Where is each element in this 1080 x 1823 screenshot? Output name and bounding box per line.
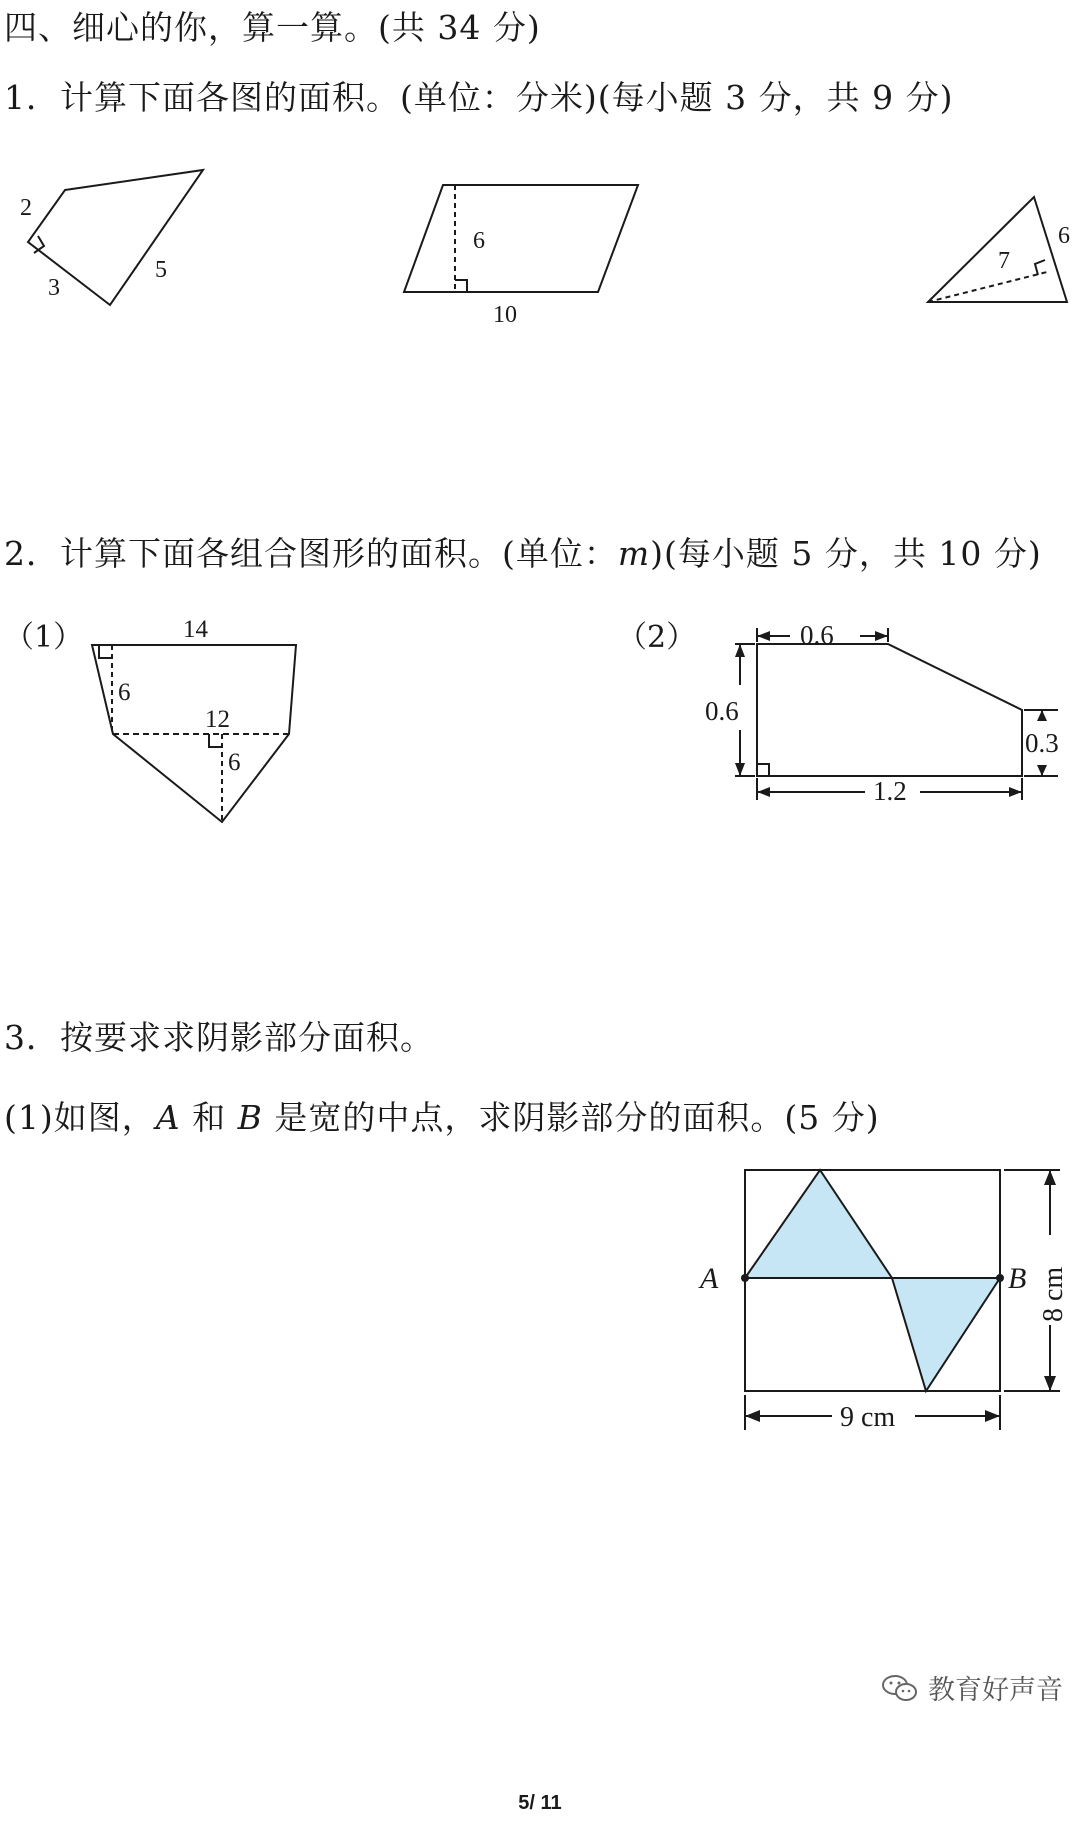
q2-unit: m — [617, 534, 651, 573]
point-b — [996, 1274, 1004, 1282]
q2-sub1-label: （1） — [4, 620, 84, 655]
fig1-label-a: 2 — [20, 195, 32, 221]
sub2-label-left: 0.6 — [705, 696, 739, 726]
point-b-ref: B — [237, 1098, 263, 1137]
right-angle-mark — [34, 236, 44, 253]
right-angle-mark — [757, 764, 769, 776]
sub1-label-top: 14 — [183, 616, 208, 643]
right-angle-mark — [99, 645, 112, 658]
label-b: B — [1008, 1262, 1027, 1295]
question-3-text: 3．按要求求阴影部分面积。 — [4, 1018, 434, 1057]
height-label: 8 cm — [1038, 1266, 1069, 1322]
q2-text-part: )(每小题 5 分，共 10 分) — [650, 534, 1042, 573]
q3-text-part: 是宽的中点，求阴影部分的面积。(5 分) — [262, 1098, 880, 1137]
shaded-triangle-lower — [892, 1278, 1000, 1391]
fig3-label-side: 6 — [1058, 223, 1070, 249]
composite-shape-2 — [757, 644, 1022, 776]
question-1-text: 1．计算下面各图的面积。(单位：分米)(每小题 3 分，共 9 分) — [4, 78, 954, 117]
q3-figure — [0, 1150, 1080, 1450]
right-angle-mark — [455, 280, 467, 292]
q2-text-part: 2．计算下面各组合图形的面积。(单位： — [4, 534, 618, 573]
right-angle-mark — [209, 734, 222, 747]
page-number: 5/ 11 — [518, 1792, 562, 1814]
sub2-label-bottom: 1.2 — [873, 776, 907, 806]
width-label: 9 cm — [840, 1402, 896, 1433]
label-a: A — [700, 1262, 719, 1295]
q3-text-part: (1)如图， — [4, 1098, 156, 1137]
q3-text-part: 和 — [180, 1098, 238, 1137]
section-title: 四、细心的你，算一算。(共 34 分) — [4, 8, 541, 47]
q2-sub2-label: （2） — [617, 620, 697, 655]
q1-figures — [0, 140, 1080, 470]
point-a — [741, 1274, 749, 1282]
fig1-label-b: 3 — [48, 275, 60, 301]
height-line — [928, 272, 1047, 302]
question-2-text — [4, 528, 1042, 575]
sub1-label-h1: 6 — [118, 679, 131, 706]
fig2-label-base: 10 — [493, 302, 517, 328]
q2-figures — [0, 600, 1080, 840]
sub2-label-right: 0.3 — [1025, 728, 1059, 758]
fig1-label-c: 5 — [155, 257, 167, 283]
sub2-label-top: 0.6 — [800, 620, 834, 650]
sub1-label-h2: 6 — [228, 749, 241, 776]
shaded-triangle-upper — [745, 1170, 892, 1278]
fig2-label-h: 6 — [473, 228, 485, 254]
question-3-part-1-text — [4, 1092, 880, 1139]
fig3-label-h: 7 — [998, 248, 1010, 274]
watermark — [880, 1668, 1063, 1707]
sub1-label-mid: 12 — [205, 706, 230, 733]
parallelogram-shape — [404, 185, 638, 292]
point-a-ref: A — [155, 1098, 181, 1137]
wechat-icon — [880, 1673, 920, 1703]
watermark-text: 教育好声音 — [928, 1675, 1063, 1706]
